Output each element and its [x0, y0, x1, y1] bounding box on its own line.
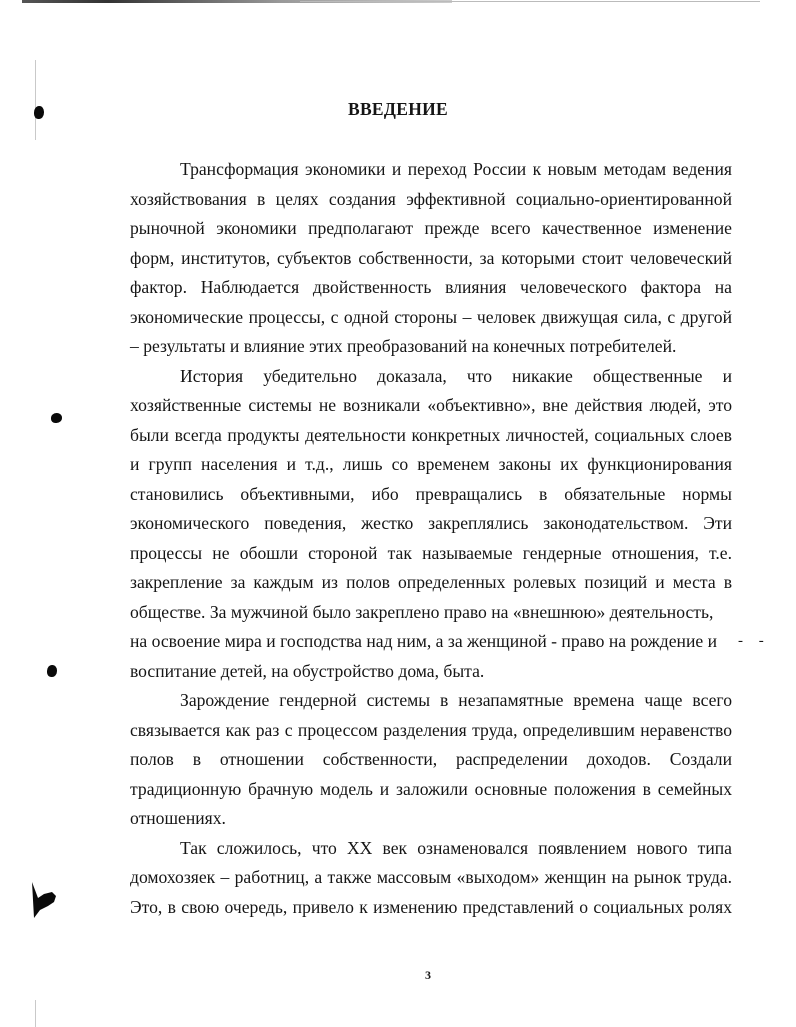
punch-hole-mark	[51, 413, 62, 423]
text-line: отношениях.	[130, 808, 226, 828]
stray-marks: - -	[738, 633, 770, 649]
text-line: на освоение мира и господства над ним, а за женщиной - право на рождение и	[130, 631, 717, 651]
text-line: были всегда продукты деятельности конкретных личностей, социальных слоев	[130, 425, 732, 445]
text-line: Зарождение гендерной системы в незапамятные времена чаще всего	[180, 690, 732, 710]
text-line: рыночной экономики предполагают прежде всего качественное изменение	[130, 218, 732, 238]
text-line: связывается как раз с процессом разделения труда, определившим неравенство	[130, 720, 732, 740]
text-line: и групп населения и т.д., лишь со временем законы их функционирования	[130, 454, 732, 474]
scan-edge-line-faint	[300, 1, 760, 2]
text-line: История убедительно доказала, что никакие общественные и	[180, 366, 732, 386]
text-line: воспитание детей, на обустройство дома, быта.	[130, 661, 485, 681]
text-line: обществе. За мужчиной было закреплено право на «внешнюю» деятельность,	[130, 602, 714, 622]
text-line: процессы не обошли стороной так называемые гендерные отношения, т.е.	[130, 543, 732, 563]
binding-margin-line	[35, 1000, 36, 1027]
text-line: полов в отношении собственности, распределении доходов. Создали	[130, 749, 732, 769]
text-line: хозяйствования в целях создания эффективной социально-ориентированной	[130, 189, 732, 209]
page-number: 3	[425, 968, 431, 982]
text-line: Трансформация экономики и переход России к новым методам ведения	[180, 159, 732, 179]
text-line: Так сложилось, что XX век ознаменовался появлением нового типа	[180, 838, 732, 858]
text-line: становились объективными, ибо превращались в обязательные нормы	[130, 484, 732, 504]
text-line: – результаты и влияние этих преобразований на конечных потребителей.	[130, 336, 677, 356]
text-line: хозяйственные системы не возникали «объективно», вне действия людей, это	[130, 395, 732, 415]
text-line: закрепление за каждым из полов определенных ролевых позиций и места в	[130, 572, 732, 592]
binder-clip-mark	[30, 880, 60, 920]
text-line: традиционную брачную модель и заложили основные положения в семейных	[130, 779, 732, 799]
text-line: форм, институтов, субъектов собственности, за которыми стоит человеческий	[130, 248, 732, 268]
text-line: Это, в свою очередь, привело к изменению представлений о социальных ролях	[130, 897, 732, 917]
page-title: ВВЕДЕНИЕ	[347, 99, 449, 119]
punch-hole-mark	[47, 665, 57, 677]
text-line: экономического поведения, жестко закреплялись законодательством. Эти	[130, 513, 732, 533]
text-line: фактор. Наблюдается двойственность влияния человеческого фактора на	[130, 277, 732, 297]
text-line: домохозяек – работниц, а также массовым «выходом» женщин на рынок труда.	[130, 867, 732, 887]
text-line: экономические процессы, с одной стороны – человек движущая сила, с другой	[130, 307, 732, 327]
